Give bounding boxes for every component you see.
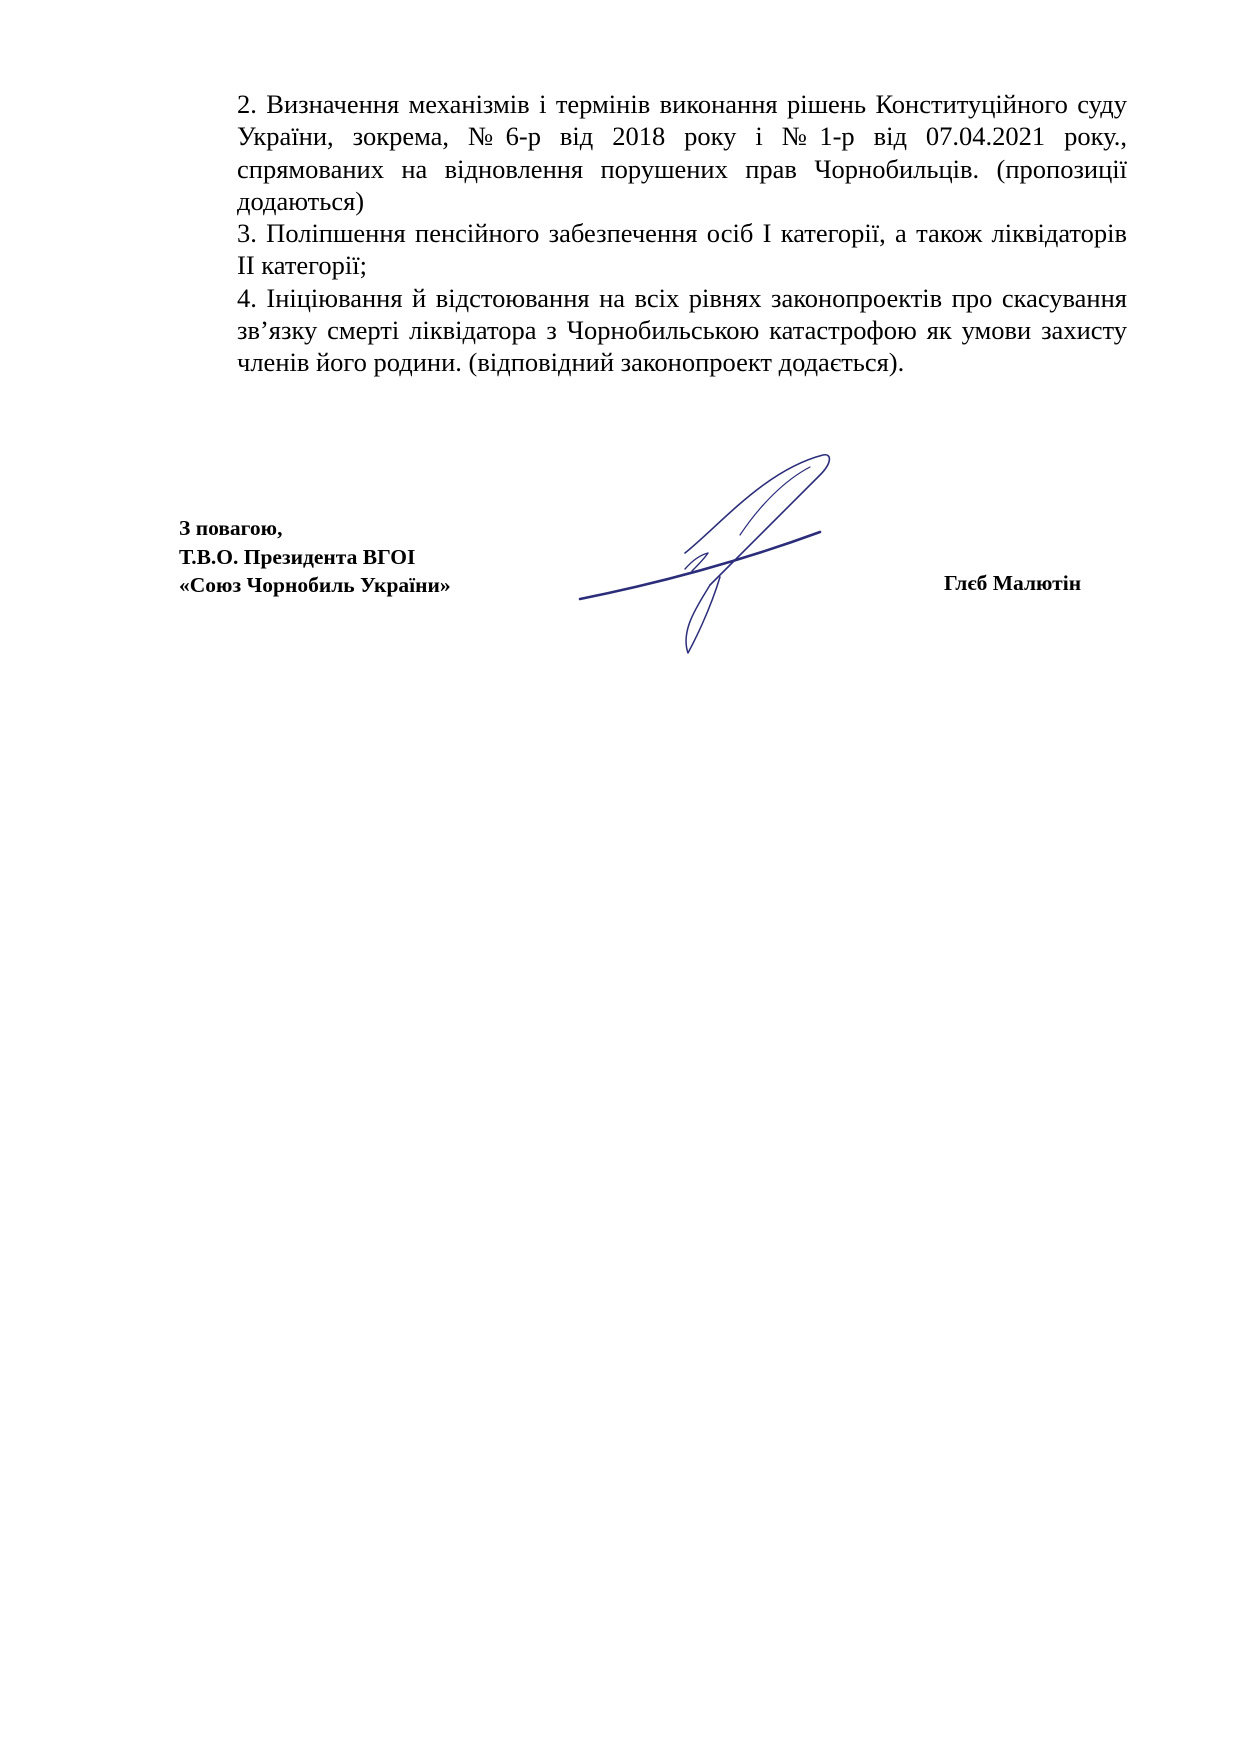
paragraph-item-4: 4. Ініціювання й відстоювання на всіх рівнях законопроектів про скасування зв’язку смерті ліквідатора з Чорнобильською катастрофою як умови захисту членів його родини. (відповідний законопроект додається).: [237, 282, 1127, 378]
signature-stroke-tail: [686, 577, 720, 653]
signature-stroke-main: [580, 532, 820, 599]
paragraph-item-3: 3. Поліпшення пенсійного забезпечення осіб І категорії, а також ліквідаторів ІІ категорії;: [237, 218, 1127, 281]
letter-body: [237, 88, 1127, 379]
signature-stroke-loop: [685, 455, 829, 585]
signer-title: Т.В.О. Президента ВГОІ: [179, 544, 416, 569]
handwritten-signature: [570, 445, 870, 665]
paragraph-item-2: 2. Визначення механізмів і термінів виконання рішень Конституційного суду України, зокрема, №6-р від 2018 року і №1-р від 07.04.2021 року., спрямованих на відновлення порушених прав Чорнобильців. (пропозиції додаються): [237, 89, 1127, 216]
closing-block: [179, 514, 451, 600]
signer-name: Глєб Малютін: [944, 571, 1082, 595]
closing-salutation: З повагою,: [179, 516, 283, 540]
organization-name: «Союз Чорнобиль України»: [179, 573, 451, 597]
